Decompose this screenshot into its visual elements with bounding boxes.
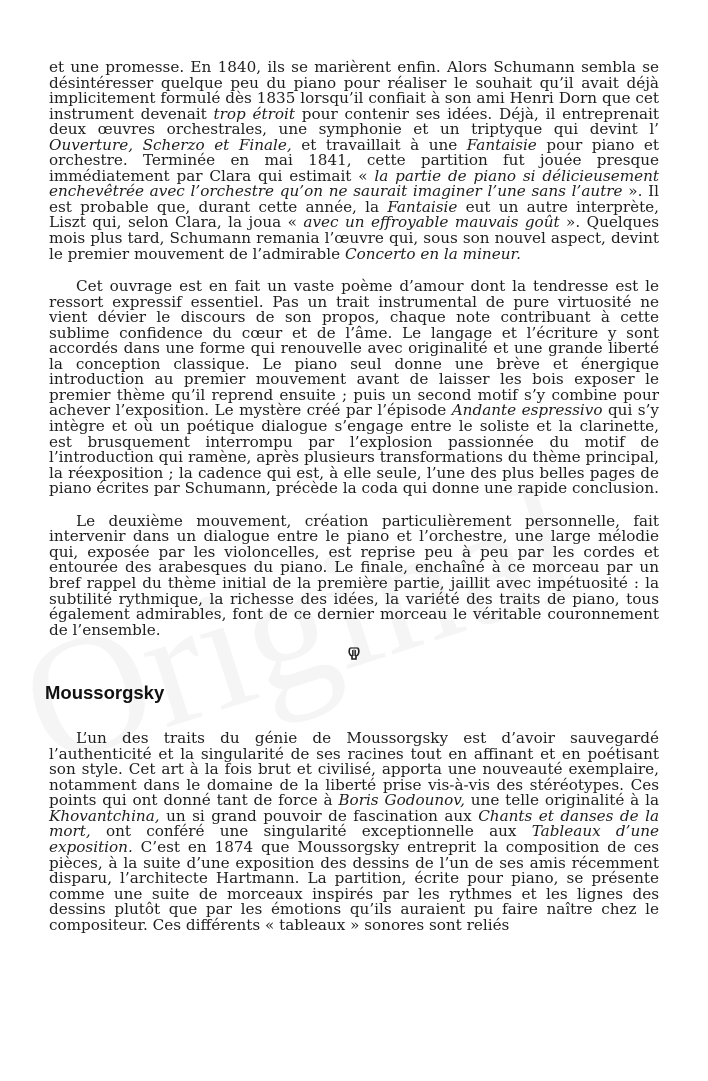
schumann-paragraph-3 (49, 511, 659, 639)
italic-text-run: Khovantchina, (49, 806, 160, 825)
italic-text-run: Tableaux d’une exposition. (49, 822, 659, 856)
italic-text-run: Concerto en la mineur. (344, 244, 521, 263)
italic-text-run: la partie de piano si délicieusement enchevêtrée avec l’orchestre qu’on ne saurait imaginer l’une sans l’autre (49, 166, 659, 201)
text-run: et une promesse. En 1840, ils se marièrent enfin. Alors Schumann sembla se désintéresser quelque peu du piano pour réaliser le souhait qu’il avait déjà implicitement formulé dès 1835 lorsqu’il confiait à son ami Henri Dorn que cet instrument devenait (49, 58, 659, 123)
text-run: Cet ouvrage est en fait un vaste poème d’amour dont la tendresse est le ressort expressif essentiel. Pas un trait instrumental de pure virtuosité ne vient dévier le discours de son propos, chaque note contribuant à cette sublime confidence du cœur et de l’âme. Le langage et l’écriture y sont accordés dans une forme qui renouvelle avec originalité et une grande liberté la conception classique. Le piano seul donne une brève et énergique introduction au premier mouvement avant de laisser les bois exposer le premier thème qu’il reprend ensuite ; puis un second motif s’y combine pour achever l’exposition. Le mystère créé par l’épisode (49, 277, 659, 420)
italic-text-run: Fantaisie (466, 135, 537, 154)
italic-text-run: trop étroit (213, 104, 295, 123)
text-run: ont conféré une singularité exceptionnelle aux (90, 822, 532, 841)
moussorgsky-paragraph-1 (49, 731, 659, 933)
text-run: C’est en 1874 que Moussorgsky entreprit la composition de ces pièces, à la suite d’une exposition des dessins de l’un de ses amis récemment disparu, l’architecte Hartmann. La partition, écrite pour piano, se présente comme une suite de morceaux inspirés par les rythmes et les lignes des dessins plutôt que par les émotions qu’ils auraient pu faire naître chez le compositeur. Ces différents « tableaux » sonores sont reliés (49, 837, 659, 934)
italic-text-run: avec un effroyable mauvais goût (303, 213, 560, 232)
italic-text-run: Boris Godounov, (338, 791, 465, 810)
schumann-paragraph-2 (49, 279, 659, 497)
text-run: et travaillait à une (291, 135, 467, 154)
text-run: qui s’y intègre et où un poétique dialogue s’engage entre le soliste et la clarinette, est brusquement interrompu par l’explosion passionnée du motif de l’introduction qui ramène, après plusieurs transformations du thème principal, la réexposition ; la cadence qui est, à elle seule, l’une des plus belles pages de piano écrites par Schumann, précède la coda qui donne une rapide conclusion. (49, 401, 659, 498)
italic-text-run: Fantaisie (387, 197, 458, 216)
section-separator (49, 638, 659, 678)
italic-text-run: Chants et danses de la mort, (49, 806, 660, 841)
text-run: ». Il est probable que, durant cette année, la (49, 182, 659, 216)
page-body (45, 58, 660, 934)
text-run: eut un autre interprète, Liszt qui, selon Clara, la joua « (49, 197, 659, 232)
text-run: pour contenir ses idées. Déjà, il entreprenait deux œuvres orchestrales, une symphonie et un triptyque qui devint l’ (49, 104, 659, 139)
text-run: ». Quelques mois plus tard, Schumann remania l’œuvre qui, sous son nouvel aspect, devint le premier mouvement de l’admirable (49, 213, 659, 263)
lyre-ornament-icon (348, 647, 360, 663)
text-run: une telle originalité à la (464, 791, 659, 810)
schumann-paragraph-1 (49, 60, 659, 262)
section-heading-moussorgsky: Moussorgsky (45, 682, 165, 704)
italic-text-run: Andante espressivo (451, 401, 603, 420)
italic-text-run: Ouverture, Scherzo et Finale, (49, 135, 292, 154)
text-run: Le deuxième mouvement, création particulièrement personnelle, fait intervenir dans un dialogue entre le piano et l’orchestre, une large mélodie qui, exposée par les violoncelles, est reprise peu à peu par les cordes et entourée des arabesques du piano. Le finale, enchaîné à ce morceau par un bref rappel du thème initial de la première partie, jaillit avec impétuosité : la subtilité rythmique, la richesse des idées, la variété des traits de piano, tous également admirables, font de ce dernier morceau le véritable couronnement de l’ensemble. (49, 511, 659, 639)
text-run: L’un des traits du génie de Moussorgsky est d’avoir sauvegardé l’authenticité et la singularité de ses racines tout en affinant et en poétisant son style. Cet art à la fois brut et civilisé, apporta une nouveauté exemplaire, notamment dans le domaine de la liberté prise vis-à-vis des stéréotypes. Ces points qui ont donné tant de force à (49, 729, 659, 810)
text-run: pour piano et orchestre. Terminée en mai 1841, cette partition fut jouée presque immédiatement par Clara qui estimait « (49, 135, 659, 185)
text-run: un si grand pouvoir de fascination aux (159, 806, 479, 825)
